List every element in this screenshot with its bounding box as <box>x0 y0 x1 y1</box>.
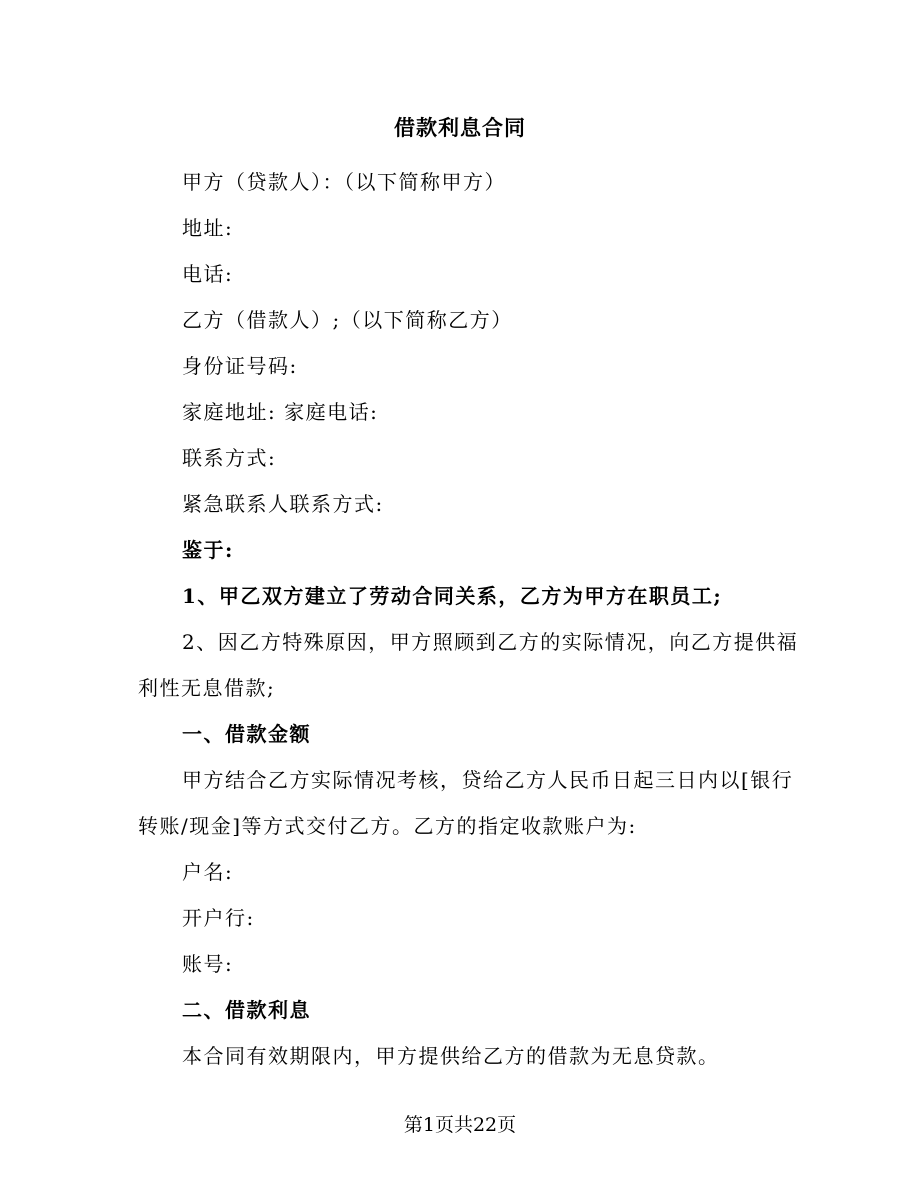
party-b-line: 乙方（借款人）;（以下简称乙方） <box>182 308 513 332</box>
whereas-item-2: 2、因乙方特殊原因，甲方照顾到乙方的实际情况，向乙方提供福 <box>182 630 799 654</box>
section-1-paragraph-cont: 转账/现金]等方式交付乙方。乙方的指定收款账户为: <box>138 814 637 838</box>
page-number-footer: 第1页共22页 <box>403 1114 517 1136</box>
party-a-address: 地址: <box>182 216 234 240</box>
party-a-phone: 电话: <box>182 262 234 286</box>
account-name: 户名: <box>182 860 234 884</box>
whereas-item-2-cont: 利性无息借款; <box>138 676 276 700</box>
account-number: 账号: <box>182 952 234 976</box>
account-bank: 开户行: <box>182 906 255 930</box>
home-address-phone: 家庭地址: 家庭电话: <box>182 400 379 424</box>
party-a-line: 甲方（贷款人）：（以下简称甲方） <box>182 170 506 194</box>
whereas-heading: 鉴于: <box>182 538 234 562</box>
document-title: 借款利息合同 <box>394 115 526 140</box>
whereas-item-1: 1、甲乙双方建立了劳动合同关系，乙方为甲方在职员工; <box>182 584 723 608</box>
section-2-paragraph: 本合同有效期限内，甲方提供给乙方的借款为无息贷款。 <box>182 1044 720 1068</box>
section-2-heading: 二、借款利息 <box>182 998 311 1022</box>
emergency-contact: 紧急联系人联系方式: <box>182 492 384 516</box>
id-number: 身份证号码: <box>182 354 298 378</box>
contact-method: 联系方式: <box>182 446 277 470</box>
section-1-heading: 一、借款金额 <box>182 722 311 746</box>
section-1-paragraph: 甲方结合乙方实际情况考核，贷给乙方人民币日起三日内以[银行 <box>182 768 794 792</box>
